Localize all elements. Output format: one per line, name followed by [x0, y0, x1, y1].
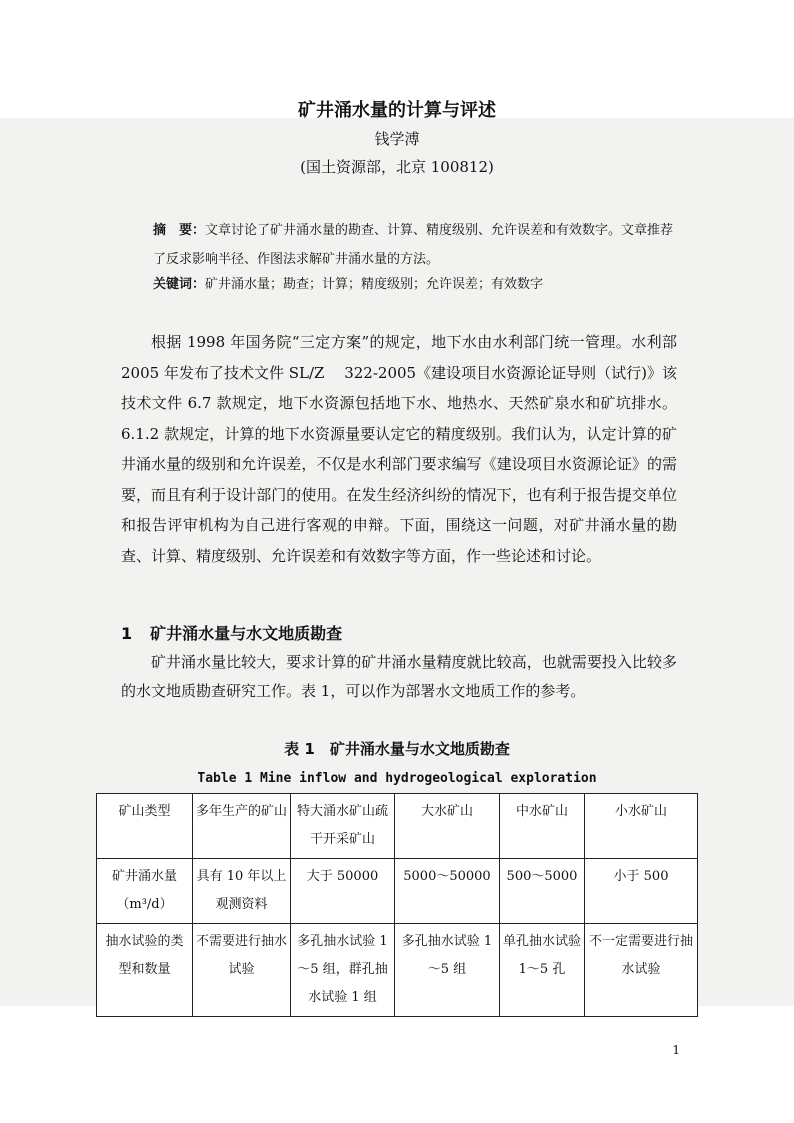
table-cell: 多孔抽水试验 1～5 组 [395, 924, 500, 1017]
keywords [153, 272, 675, 298]
section-1-title: 矿井涌水量与水文地质勘查 [150, 624, 343, 643]
table-cell: 中水矿山 [500, 794, 585, 859]
abstract-label: 摘 要： [153, 223, 206, 238]
table-1 [96, 793, 698, 1017]
table-1-caption-en: Table 1 Mine inflow and hydrogeological exploration [197, 771, 597, 786]
table-row [97, 859, 698, 924]
abstract-text: 文章讨论了矿井涌水量的勘查、计算、精度级别、允许误差和有效数字。文章推荐了反求影响半径、作图法求解矿井涌水量的方法。 [153, 223, 674, 267]
author-affiliation: (国土资源部，北京 100812) [300, 158, 494, 176]
table-cell: 不一定需要进行抽水试验 [585, 924, 698, 1017]
table-cell: 多孔抽水试验 1～5 组，群孔抽水试验 1 组 [291, 924, 395, 1017]
table-cell: 不需要进行抽水试验 [193, 924, 291, 1017]
table-cell: 矿山类型 [97, 794, 193, 859]
author-name: 钱学溥 [374, 130, 420, 148]
section-1-number: 1 [121, 624, 133, 643]
table-cell: 5000～50000 [395, 859, 500, 924]
intro-paragraph: 根据 1998 年国务院“三定方案”的规定，地下水由水利部门统一管理。水利部 2005 年发布了技术文件 SL/Z 322-2005《建设项目水资源论证导则（试行)》该技术文件 6.7 款规定，地下水资源包括地下水、地热水、天然矿泉水和矿坑排水。6.1.2 款规定，计算的地下水资源量要认定它的精度级别。我们认为，认定计算的矿井涌水量的级别和允许误差，不仅是水利部门要求编写《建设项目水资源论证》的需要，而且有利于设计部门的使用。在发生经济纠纷的情况下，也有利于报告提交单位和报告评审机构为自己进行客观的申辩。下面，围绕这一问题，对矿井涌水量的勘查、计算、精度级别、允许误差和有效数字等方面，作一些论述和讨论。 [121, 333, 677, 565]
table-cell: 小水矿山 [585, 794, 698, 859]
paper-title: 矿井涌水量的计算与评述 [298, 100, 496, 121]
table-header-row [97, 794, 698, 859]
table-1-caption-cn: 表 1 矿井涌水量与水文地质勘查 [284, 740, 510, 758]
section-1-paragraph: 矿井涌水量比较大，要求计算的矿井涌水量精度就比较高，也就需要投入比较多的水文地质勘查研究工作。表 1，可以作为部署水文地质工作的参考。 [121, 653, 677, 700]
table-cell: 大于 50000 [291, 859, 395, 924]
page-number: 1 [672, 1043, 680, 1057]
keywords-label: 关键词： [153, 277, 206, 292]
abstract [153, 216, 675, 274]
table-cell: 抽水试验的类型和数量 [97, 924, 193, 1017]
table-cell: 特大涌水矿山疏干开采矿山 [291, 794, 395, 859]
table-cell: 500～5000 [500, 859, 585, 924]
keywords-text: 矿井涌水量；勘查；计算；精度级别；允许误差；有效数字 [205, 277, 544, 292]
table-cell: 大水矿山 [395, 794, 500, 859]
table-cell: 具有 10 年以上观测资料 [193, 859, 291, 924]
section-1-heading [121, 621, 342, 647]
table-cell: 小于 500 [585, 859, 698, 924]
table-cell: 多年生产的矿山 [193, 794, 291, 859]
table-cell: 单孔抽水试验 1～5 孔 [500, 924, 585, 1017]
table-cell: 矿井涌水量（m³/d） [97, 859, 193, 924]
table-row [97, 924, 698, 1017]
